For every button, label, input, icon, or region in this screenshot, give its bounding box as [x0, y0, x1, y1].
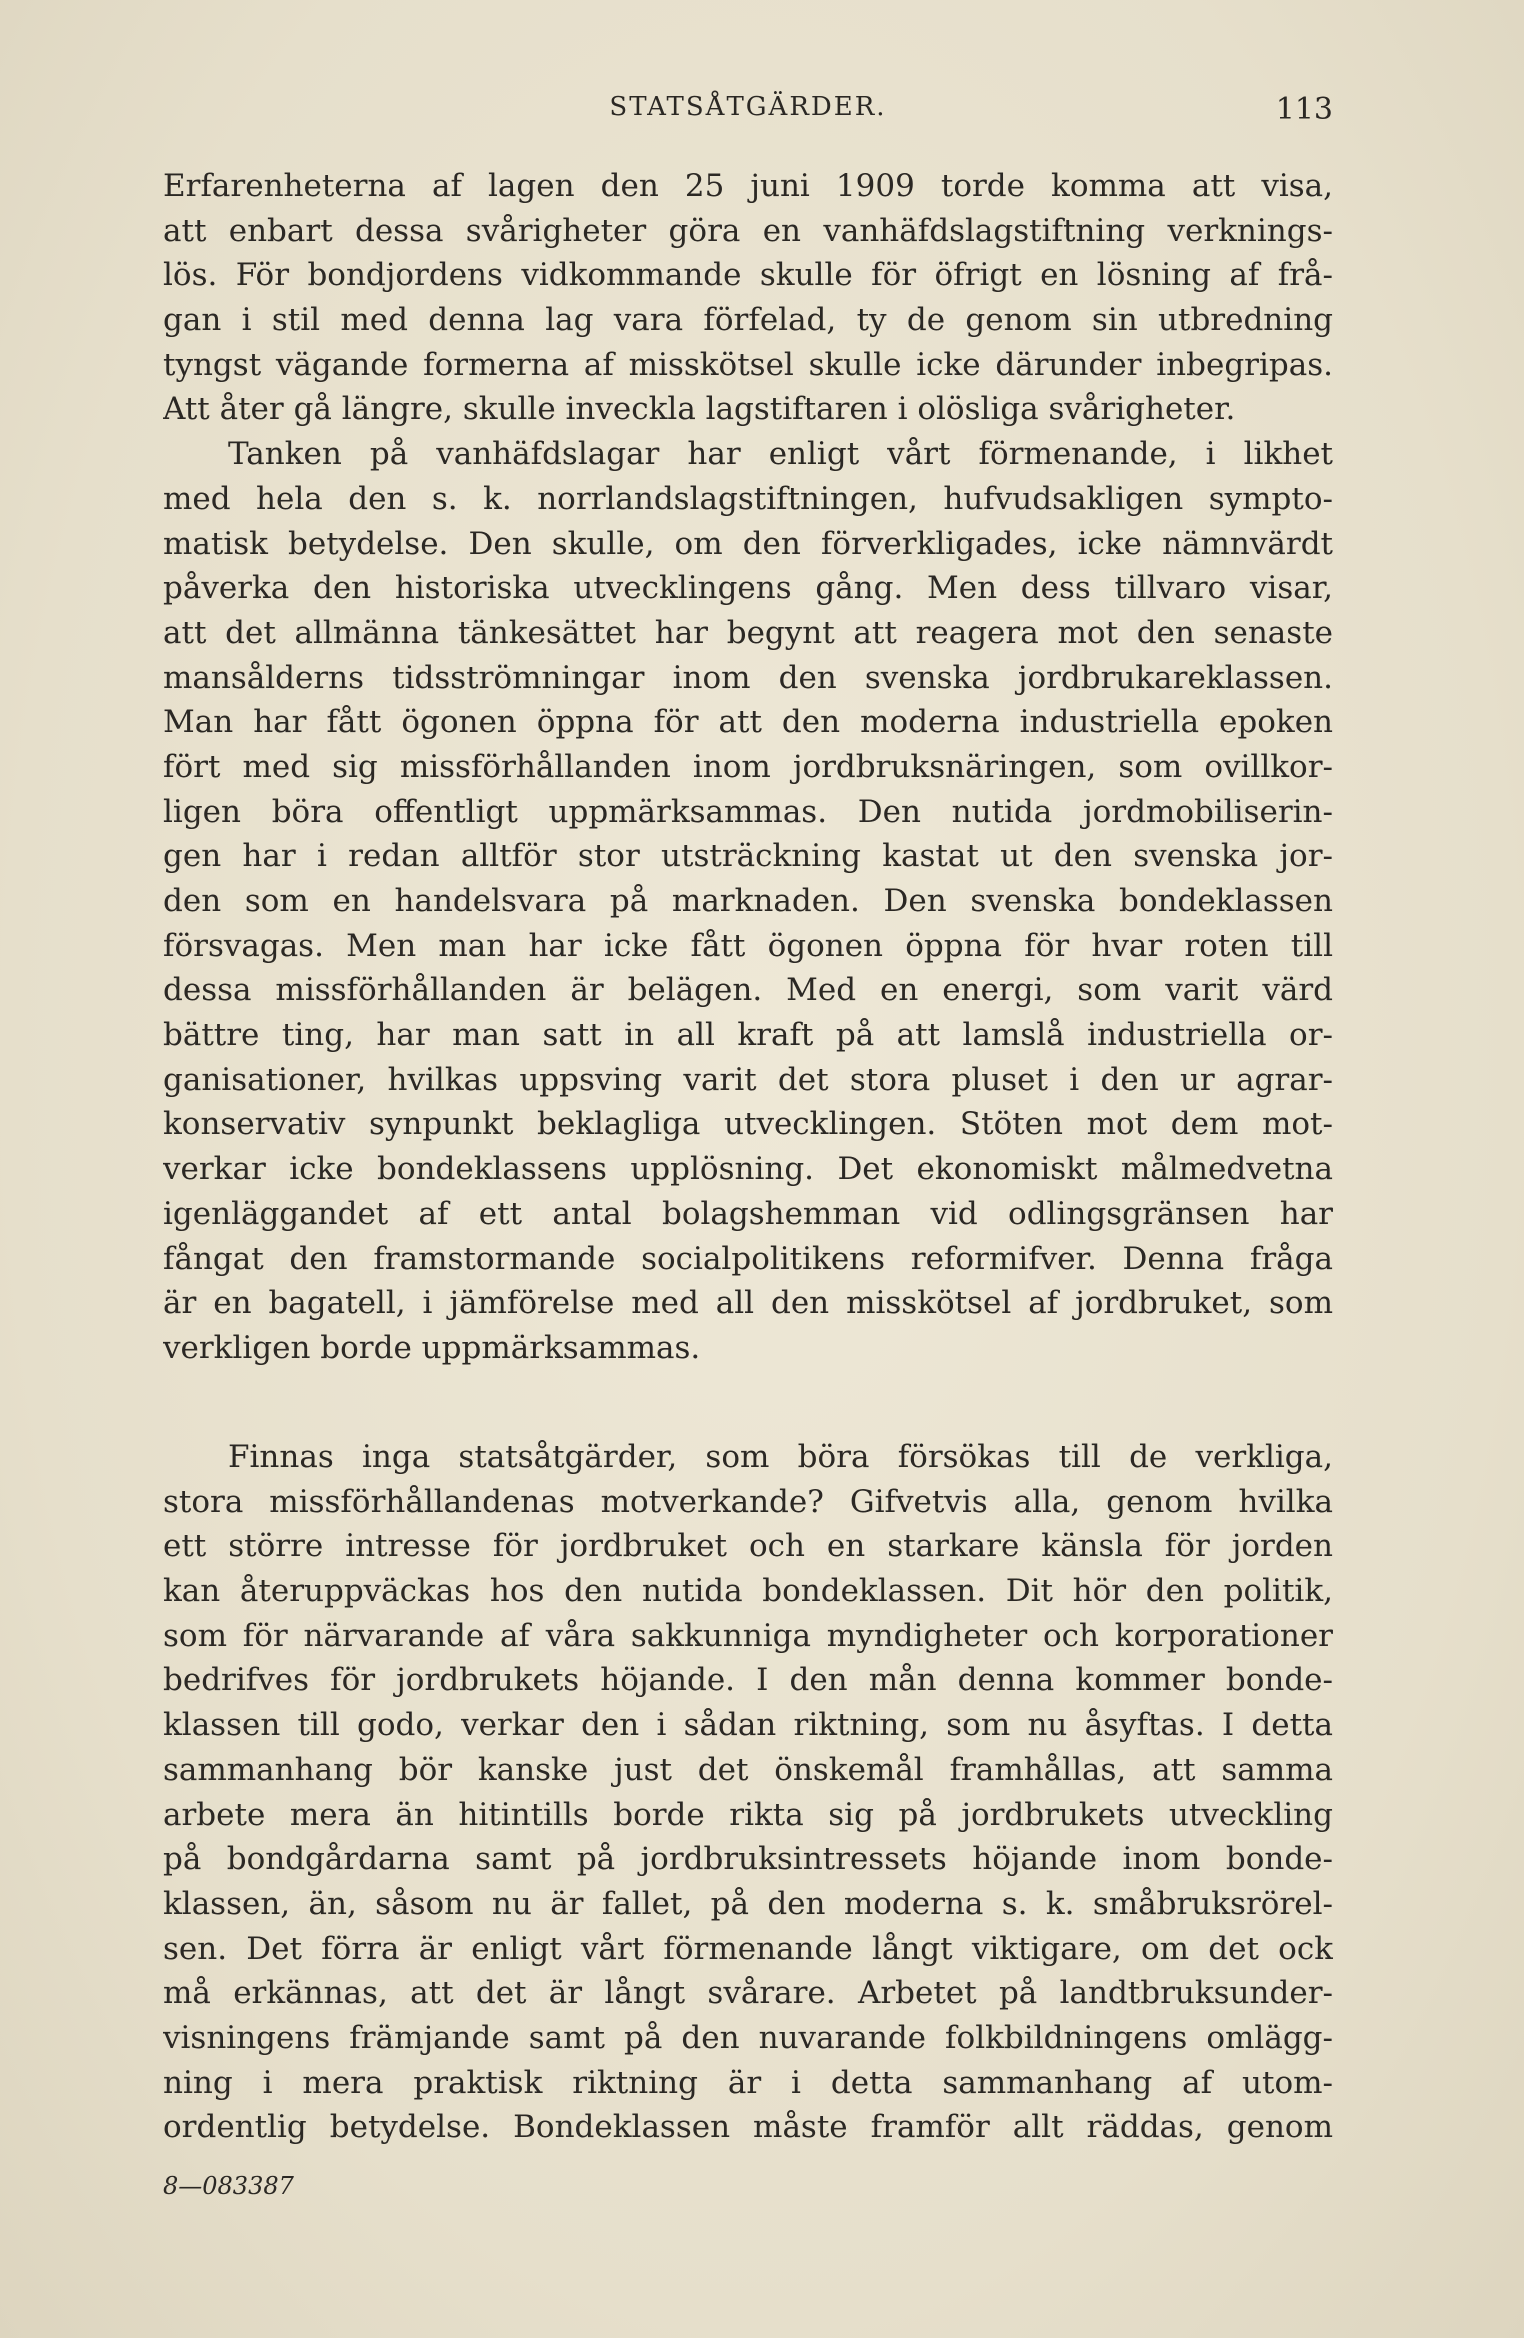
text-line: lös. För bondjordens vidkommande skulle för öfrigt en lösning af frå-	[163, 257, 1333, 294]
text-line: visningens främjande samt på den nuvarande folkbildningens omlägg-	[163, 2019, 1333, 2056]
text-line: ordentlig betydelse. Bondeklassen måste framför allt räddas, genom	[163, 2109, 1333, 2146]
text-line: sen. Det förra är enligt vårt förmenande långt viktigare, om det ock	[163, 1930, 1333, 1967]
text-line: Finnas inga statsåtgärder, som böra försökas till de verkliga,	[228, 1439, 1333, 1475]
text-line: Tanken på vanhäfdslagar har enligt vårt förmenande, i likhet	[228, 436, 1333, 473]
printer-signature: 8—083387	[163, 2172, 294, 2200]
text-line: ning i mera praktisk riktning är i detta sammanhang af utom-	[163, 2064, 1333, 2101]
text-line: gan i stil med denna lag vara förfelad, ty de genom sin utbredning	[163, 302, 1333, 339]
paragraph-2	[163, 1435, 1333, 2150]
text-line: stora missförhållandenas motverkande? Gifvetvis alla, genom hvilka	[163, 1483, 1333, 1520]
text-line: ett större intresse för jordbruket och en starkare känsla för jorden	[163, 1528, 1333, 1565]
text-line: dessa missförhållanden är belägen. Med en energi, som varit värd	[163, 972, 1333, 1009]
text-line: matisk betydelse. Den skulle, om den förverkligades, icke nämnvärdt	[163, 525, 1333, 562]
text-line: som för närvarande af våra sakkunniga myndigheter och korporationer	[163, 1617, 1333, 1654]
text-line: mansålderns tidsströmningar inom den svenska jordbrukareklassen.	[163, 659, 1333, 696]
text-line: sammanhang bör kanske just det önskemål framhållas, att samma	[163, 1751, 1333, 1788]
text-line: Att åter gå längre, skulle inveckla lagstiftaren i olösliga svårigheter.	[163, 391, 1236, 428]
text-line: igenläggandet af ett antal bolagshemman vid odlingsgränsen har	[163, 1195, 1333, 1232]
text-line: fört med sig missförhållanden inom jordbruksnäringen, som ovillkor-	[163, 748, 1333, 785]
text-line: bedrifves för jordbrukets höjande. I den mån denna kommer bonde-	[163, 1662, 1333, 1699]
running-title: STATSÅTGÄRDER.	[609, 92, 887, 122]
page-number: 113	[1275, 92, 1333, 127]
text-line: ligen böra offentligt uppmärksammas. Den nutida jordmobiliserin-	[163, 793, 1333, 830]
text-line: påverka den historiska utvecklingens gång. Men dess tillvaro visar,	[163, 570, 1333, 607]
text-line: med hela den s. k. norrlandslagstiftningen, hufvudsakligen sympto-	[163, 480, 1333, 517]
text-line: att enbart dessa svårigheter göra en vanhäfdslagstiftning verknings-	[163, 212, 1333, 249]
text-line: kan återuppväckas hos den nutida bondeklassen. Dit hör den politik,	[163, 1573, 1333, 1610]
text-line: fångat den framstormande socialpolitikens reformifver. Denna fråga	[163, 1240, 1333, 1277]
text-line: att det allmänna tänkesättet har begynt att reagera mot den senaste	[163, 614, 1333, 651]
text-line: klassen, än, såsom nu är fallet, på den moderna s. k. småbruksrörel-	[163, 1885, 1333, 1922]
text-line: den som en handelsvara på marknaden. Den svenska bondeklassen	[163, 883, 1333, 919]
text-line: är en bagatell, i jämförelse med all den misskötsel af jordbruket, som	[163, 1285, 1333, 1322]
text-line: Erfarenheterna af lagen den 25 juni 1909 torde komma att visa,	[163, 168, 1333, 204]
text-line: verkar icke bondeklassens upplösning. Det ekonomiskt målmedvetna	[163, 1151, 1333, 1188]
text-line: ganisationer, hvilkas uppsving varit det stora pluset i den ur agrar-	[163, 1061, 1333, 1098]
text-line: på bondgårdarna samt på jordbruksintressets höjande inom bonde-	[163, 1841, 1333, 1878]
text-line: arbete mera än hitintills borde rikta sig på jordbrukets utveckling	[163, 1796, 1333, 1833]
running-head	[163, 92, 1333, 132]
paragraph-1	[163, 164, 1333, 1371]
text-line: gen har i redan alltför stor utsträckning kastat ut den svenska jor-	[163, 838, 1333, 875]
text-line: Man har fått ögonen öppna för att den moderna industriella epoken	[163, 704, 1333, 741]
text-line: må erkännas, att det är långt svårare. Arbetet på landtbruksunder-	[163, 1975, 1333, 2012]
text-line: tyngst vägande formerna af misskötsel skulle icke därunder inbegripas.	[163, 346, 1333, 383]
text-line: bättre ting, har man satt in all kraft på att lamslå industriella or-	[163, 1017, 1333, 1054]
text-line: klassen till godo, verkar den i sådan riktning, som nu åsyftas. I detta	[163, 1707, 1333, 1744]
text-line: konservativ synpunkt beklagliga utvecklingen. Stöten mot dem mot-	[163, 1106, 1333, 1143]
text-line: verkligen borde uppmärksammas.	[163, 1329, 701, 1366]
text-line: försvagas. Men man har icke fått ögonen öppna för hvar roten till	[163, 927, 1333, 964]
